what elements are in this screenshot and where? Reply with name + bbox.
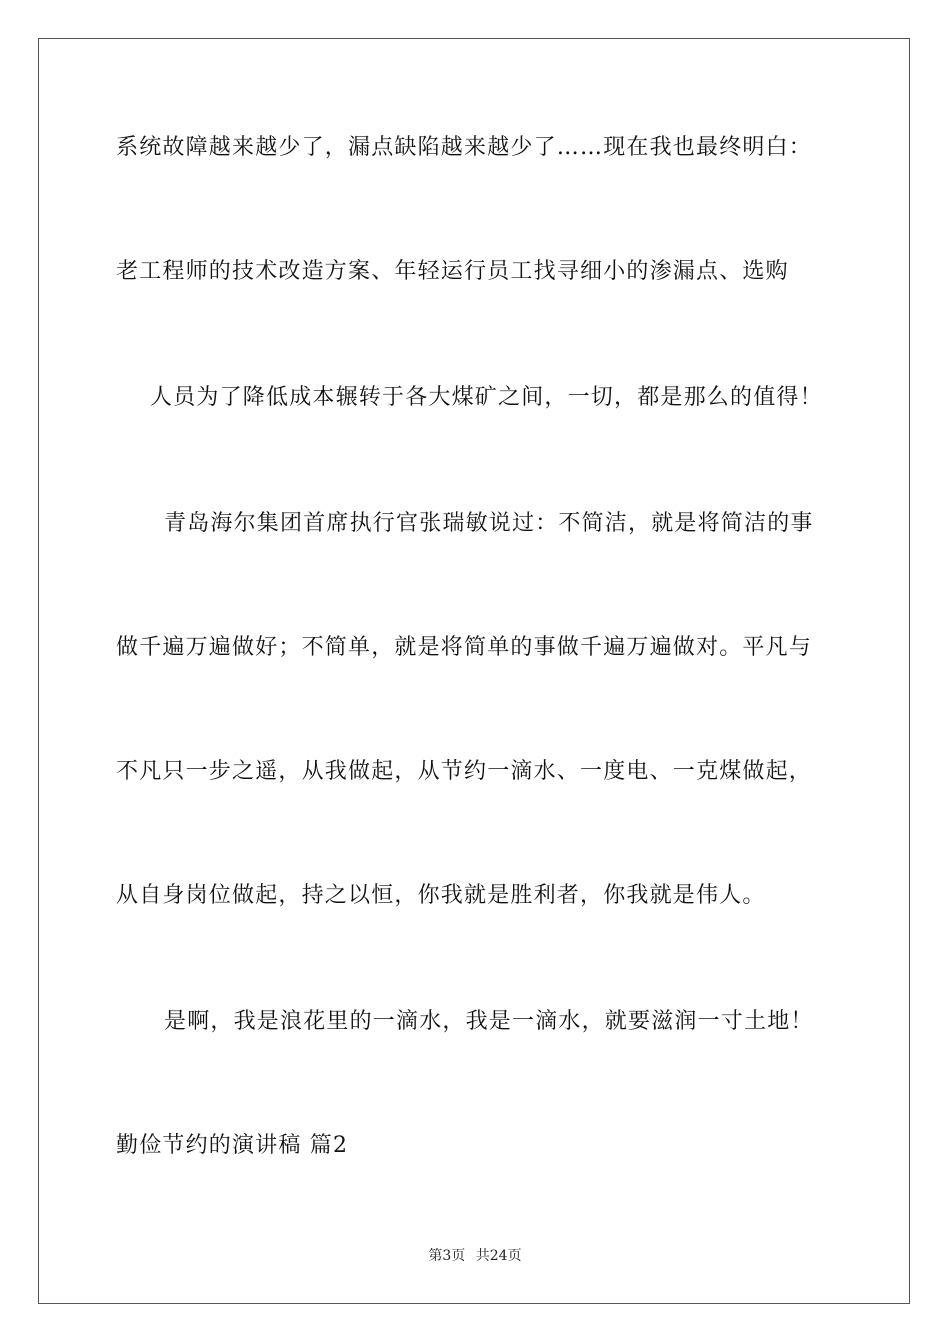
body-line-5: 做千遍万遍做好；不简单，就是将简单的事做千遍万遍做对。平凡与 [116, 635, 813, 660]
body-line-3: 人员为了降低成本辗转于各大煤矿之间，一切，都是那么的值得！ [150, 385, 823, 410]
page-footer [0, 1247, 950, 1265]
body-line-7: 从自身岗位做起，持之以恒，你我就是胜利者，你我就是伟人。 [116, 883, 766, 908]
body-line-1: 系统故障越来越少了，漏点缺陷越来越少了……现在我也最终明白： [116, 135, 813, 160]
section-heading: 勤俭节约的演讲稿 篇2 [116, 1133, 349, 1158]
body-line-2: 老工程师的技术改造方案、年轻运行员工找寻细小的渗漏点、选购 [116, 259, 789, 284]
body-line-8: 是啊，我是浪花里的一滴水，我是一滴水，就要滋润一寸土地！ [164, 1009, 814, 1034]
body-line-4: 青岛海尔集团首席执行官张瑞敏说过：不简洁，就是将简洁的事 [164, 511, 814, 536]
page-total: 共24页 [475, 1248, 522, 1264]
body-line-6: 不凡只一步之遥，从我做起，从节约一滴水、一度电、一克煤做起， [116, 759, 813, 784]
page-frame [38, 38, 910, 1304]
page-number: 第3页 [428, 1248, 466, 1264]
